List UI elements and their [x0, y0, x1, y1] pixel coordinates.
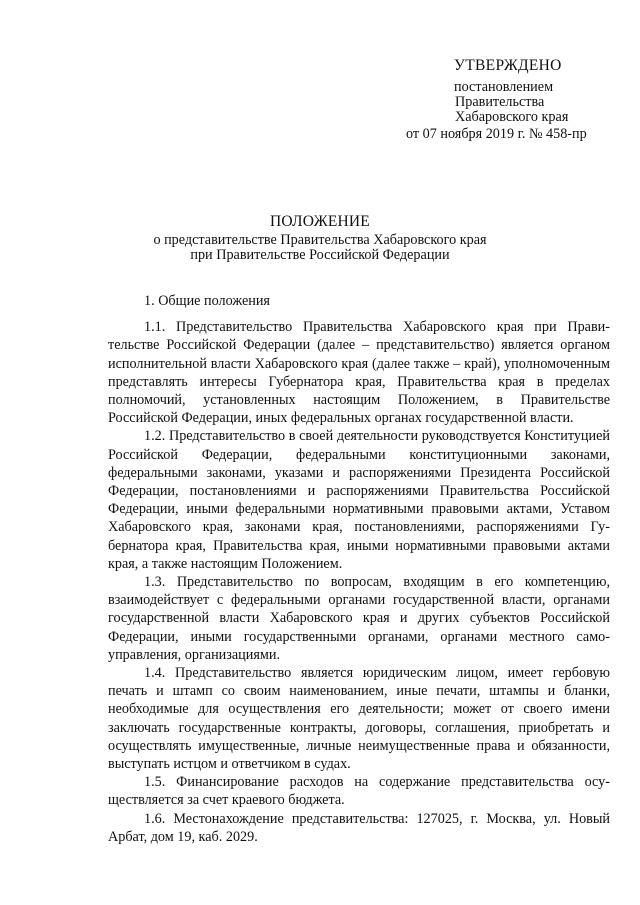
- approval-line-government: Правительства: [455, 94, 545, 110]
- document-title: ПОЛОЖЕНИЕ: [270, 213, 370, 230]
- section-heading: 1. Общие положения: [144, 293, 270, 309]
- paragraph-1-5: 1.5. Финансирование расходов на содержание представительства осуществляется за счет краевого бюджета.: [108, 774, 610, 809]
- approval-line-region: Хабаровского края: [455, 109, 569, 125]
- approval-line-resolution: постановлением: [454, 79, 554, 95]
- document-subtitle-line-1: о представительстве Правительства Хабаровского края: [153, 232, 487, 248]
- document-body: [108, 292, 610, 846]
- paragraph-1-1: 1.1. Представительство Правительства Хабаровского края при Правительстве Российской Федерации (далее – представительство) является органом исполнительной власти Хабаровского края (далее также – край), уполномоченным представлять интересы Губернатора края, Правительства края в пределах полномочий, установленных настоящим Положением, в Правительстве Российской Федерации, иных федеральных органах государственной власти.: [108, 319, 610, 427]
- paragraph-1-2: 1.2. Представительство в своей деятельности руководствуется Конституцией Российской Федерации, федеральными конституционными законами, федеральными законами, указами и распоряжениями Президента Российской Федерации, постановлениями и распоряжениями Правительства Российской Федерации, иными федеральными нормативными правовыми актами, Уставом Хабаровского края, законами края, постановлениями, распоряжениями Губернатора края, Правительства края, иными нормативными правовыми актами края, а также настоящим Положением.: [108, 428, 610, 572]
- approval-line-date: от 07 ноября 2019 г. № 458-пр: [406, 126, 587, 142]
- paragraph-1-4: 1.4. Представительство является юридическим лицом, имеет гербовую печать и штамп со своим наименованием, иные печати, штампы и бланки, необходимые для осуществления его деятельности; может от своего имени заключать государственные контракты, договоры, соглашения, приобретать и осуществлять имущественные, личные неимущественные права и обязанности, выступать истцом и ответчиком в судах.: [108, 665, 610, 773]
- paragraph-1-6: 1.6. Местонахождение представительства: 127025, г. Москва, ул. Новый Арбат, дом 19, каб. 2029.: [108, 810, 610, 845]
- document-subtitle-line-2: при Правительстве Российской Федерации: [190, 247, 450, 263]
- paragraph-1-3: 1.3. Представительство по вопросам, входящим в его компетенцию, взаимодействует с федеральными органами государственной власти, органами государственной власти Хабаровского края и других субъектов Российской Федерации, иными государственными органами, органами местного самоуправления, организациями.: [108, 574, 610, 663]
- approval-stamp-title: УТВЕРЖДЕНО: [454, 57, 562, 74]
